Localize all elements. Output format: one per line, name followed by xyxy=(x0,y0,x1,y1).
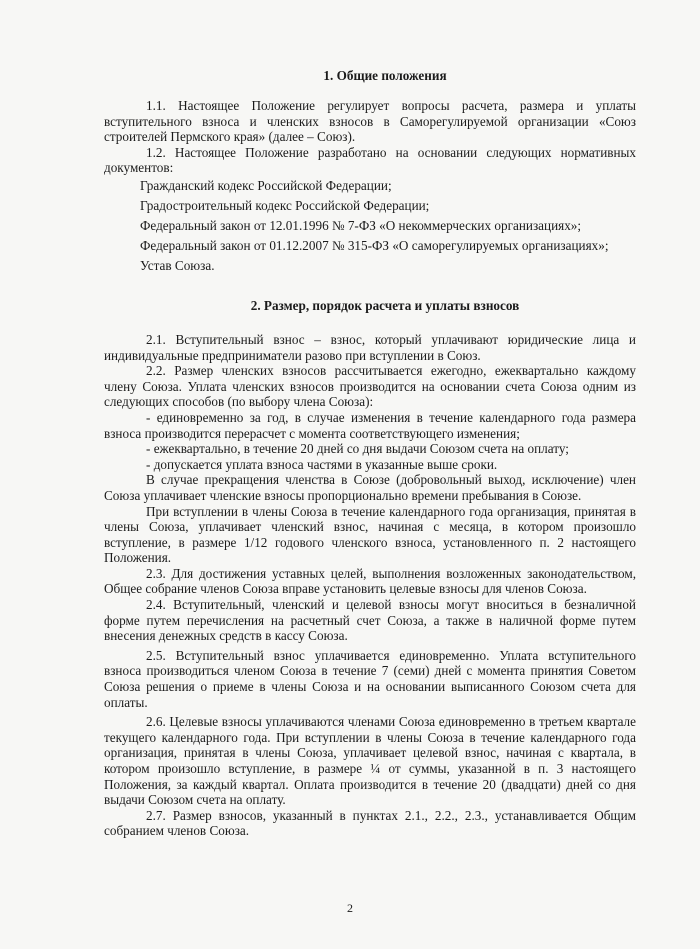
list-item: Устав Союза. xyxy=(140,257,215,273)
paragraph-2-5: 2.5. Вступительный взнос уплачивается единовременно. Уплата вступительного взноса производиться членом Союза в течение 7 (семи) дней с момента принятия Советом Союза решения о приеме в члены Союза и на основании выписанного Союзом счета для оплаты. xyxy=(104,647,636,710)
paragraph-membership-stop: В случае прекращения членства в Союзе (добровольный выход, исключение) член Союза уплачивает членские взносы пропорционально времени пребывания в Союзе. xyxy=(104,472,636,503)
documents-list xyxy=(104,176,636,276)
list-item: Федеральный закон от 12.01.1996 № 7-ФЗ «О некоммерческих организациях»; xyxy=(140,217,582,233)
paragraph-2-6: 2.6. Целевые взносы уплачиваются членами Союза единовременно в третьем квартале текущего календарного года. При вступлении в члены Союза в течение календарного года организация, принятая в члены Союза, уплачивает целевой взнос, начиная с квартала, в котором произошло вступление, в размере ¼ от суммы, указанной в п. 3 настоящего Положения, за каждый квартал. Оплата производится в течение 20 (двадцати) дней со дня выдачи Союзом счета на оплату. xyxy=(104,714,636,808)
paragraph-2-7: 2.7. Размер взносов, указанный в пунктах 2.1., 2.2., 2.3., устанавливается Общим собранием членов Союза. xyxy=(104,807,636,839)
paragraph-2-2: 2.2. Размер членских взносов рассчитывается ежегодно, ежеквартально каждому члену Союза. Уплата членских взносов производится на основании счета Союза одним из следующих способов (по выбору члена Союза): xyxy=(104,363,636,410)
dash-item-3: - допускается уплата взноса частями в указанные выше сроки. xyxy=(146,456,498,472)
section-2-title: 2. Размер, порядок расчета и уплаты взносов xyxy=(250,297,520,313)
page-number: 2 xyxy=(347,901,353,915)
dash-item-1: - единовременно за год, в случае изменения в течение календарного года размера взноса производится перерасчет с момента соответствующего изменения; xyxy=(104,409,636,441)
paragraph-2-4: 2.4. Вступительный, членский и целевой взносы могут вноситься в безналичной форме путем перечисления на расчетный счет Союза, а также в наличной форме путем внесения денежных средств в кассу Союза. xyxy=(104,597,636,644)
paragraph-1-1: 1.1. Настоящее Положение регулирует вопросы расчета, размера и уплаты вступительного взноса и членских взносов в Саморегулируемой организации «Союз строителей Пермского края» (далее – Союз). xyxy=(104,98,636,145)
paragraph-2-1: 2.1. Вступительный взнос – взнос, который уплачивают юридические лица и индивидуальные предприниматели разово при вступлении в Союз. xyxy=(104,331,636,363)
section-1-title: 1. Общие положения xyxy=(323,68,447,83)
dash-item-2: - ежеквартально, в течение 20 дней со дня выдачи Союзом счета на оплату; xyxy=(146,441,569,457)
paragraph-2-3: 2.3. Для достижения уставных целей, выполнения возложенных законодательством, Общее собрание членов Союза вправе установить целевые взносы для членов Союза. xyxy=(104,565,636,597)
paragraph-1-2: 1.2. Настоящее Положение разработано на основании следующих нормативных документов: xyxy=(104,144,636,176)
paragraph-joining: При вступлении в члены Союза в течение календарного года организация, принятая в члены Союза, уплачивает членский взнос, начиная с месяца, в котором произошло вступление, в размере 1/12 годового членского взноса, установленного п. 2 настоящего Положения. xyxy=(104,503,636,566)
list-item: Федеральный закон от 01.12.2007 № 315-ФЗ «О саморегулируемых организациях»; xyxy=(140,237,609,253)
list-item: Гражданский кодекс Российской Федерации; xyxy=(140,177,392,193)
list-item: Градостроительный кодекс Российской Федерации; xyxy=(140,197,430,213)
